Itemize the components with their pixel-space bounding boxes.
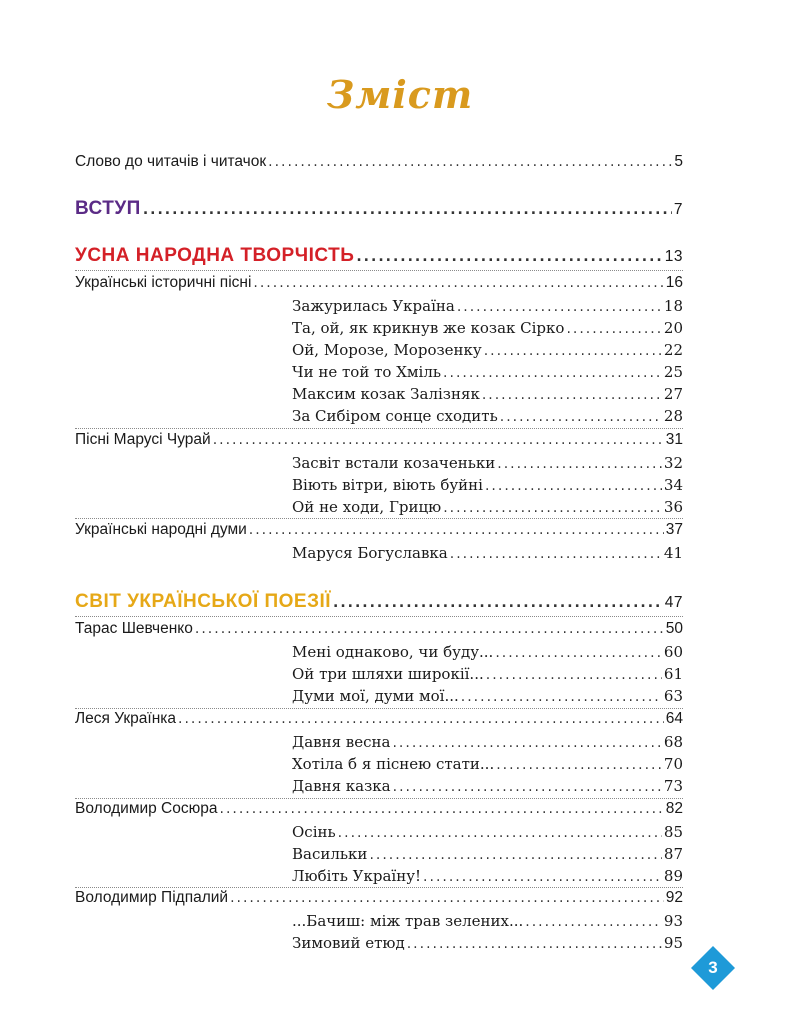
toc-entry-page: 31 <box>665 431 683 448</box>
leader-dots <box>500 409 662 425</box>
leader-dots <box>407 936 662 952</box>
toc-entry-page: 93 <box>663 912 683 930</box>
leader-dots <box>457 299 662 315</box>
toc-entry-page: 95 <box>663 934 683 952</box>
toc-entry-page: 34 <box>663 476 683 494</box>
toc-subentry[interactable] <box>292 755 683 773</box>
section-divider <box>75 708 683 709</box>
leader-dots <box>525 914 662 930</box>
toc-entry[interactable] <box>75 710 683 728</box>
leader-dots <box>484 343 662 359</box>
toc-subentry[interactable] <box>292 476 683 494</box>
toc-subentry-label: Засвіт встали козаченьки <box>292 454 496 472</box>
toc-entry-page: 5 <box>674 153 683 170</box>
leader-dots <box>423 869 662 885</box>
toc-subentry-label: Давня казка <box>292 777 391 795</box>
leader-dots <box>461 689 662 705</box>
toc-section-usna[interactable] <box>75 245 683 267</box>
toc-entry-page: 92 <box>665 889 683 906</box>
leader-dots <box>369 847 661 863</box>
toc-entry-page: 41 <box>663 544 683 562</box>
leader-dots <box>249 522 664 538</box>
toc-subentry[interactable] <box>292 544 683 562</box>
page-number: 3 <box>708 958 718 977</box>
toc-subentry[interactable] <box>292 297 683 315</box>
leader-dots <box>220 801 664 817</box>
toc-entry-page: 28 <box>663 407 683 425</box>
toc-entry-label: Володимир Сосюра <box>75 800 218 817</box>
toc-subentry[interactable] <box>292 912 683 930</box>
toc-subentry[interactable] <box>292 643 683 661</box>
leader-dots <box>268 154 672 170</box>
toc-entry-page: 63 <box>663 687 683 705</box>
toc-subentry-label: Чи не той то Хміль <box>292 363 442 381</box>
toc-entry-page: 60 <box>663 643 683 661</box>
toc-entry-label: Тарас Шевченко <box>75 620 193 637</box>
leader-dots <box>253 275 663 291</box>
leader-dots <box>450 546 662 562</box>
leader-dots <box>443 500 662 516</box>
toc-entry[interactable] <box>75 521 683 539</box>
leader-dots <box>143 202 672 218</box>
toc-subentry-label: Максим козак Залізняк <box>292 385 480 403</box>
toc-subentry-label: Маруся Богуславка <box>292 544 448 562</box>
toc-subentry-label: Ой, Морозе, Морозенку <box>292 341 482 359</box>
toc-entry-label: Українські народні думи <box>75 521 247 538</box>
toc-entry-page: 89 <box>663 867 683 885</box>
leader-dots <box>485 478 662 494</box>
section-divider <box>75 798 683 799</box>
toc-section-label: УСНА НАРОДНА ТВОРЧІСТЬ <box>75 245 355 266</box>
leader-dots <box>443 365 662 381</box>
toc-entry-page: 64 <box>665 710 683 727</box>
leader-dots <box>230 890 664 906</box>
leader-dots <box>392 735 661 751</box>
page-number-badge <box>690 945 736 991</box>
leader-dots <box>486 667 662 683</box>
toc-subentry[interactable] <box>292 385 683 403</box>
leader-dots <box>178 711 664 727</box>
toc-entry-page: 18 <box>663 297 683 315</box>
toc-subentry[interactable] <box>292 845 683 863</box>
toc-entry[interactable] <box>75 800 683 818</box>
leader-dots <box>482 387 662 403</box>
leader-dots <box>497 456 662 472</box>
leader-dots <box>356 249 662 265</box>
toc-entry-page: 13 <box>664 248 683 265</box>
toc-subentry[interactable] <box>292 777 683 795</box>
toc-entry-page: 25 <box>663 363 683 381</box>
toc-entry-label: Володимир Підпалий <box>75 889 229 906</box>
toc-subentry-label: ...Бачиш: між трав зелених... <box>292 912 524 930</box>
section-divider <box>75 270 683 271</box>
toc-subentry-label: Давня весна <box>292 733 391 751</box>
toc-entry-page: 70 <box>663 755 683 773</box>
section-divider <box>75 887 683 888</box>
leader-dots <box>338 825 662 841</box>
toc-entry-page: 27 <box>663 385 683 403</box>
toc-subentry[interactable] <box>292 498 683 516</box>
leader-dots <box>333 595 663 611</box>
toc-entry-label: Слово до читачів і читачок <box>75 153 267 170</box>
toc-subentry-label: Любіть Україну! <box>292 867 422 885</box>
toc-subentry-label: Зимовий етюд <box>292 934 405 952</box>
toc-subentry-label: Віють вітри, віють буйні <box>292 476 483 494</box>
toc-entry[interactable] <box>75 889 683 907</box>
toc-subentry[interactable] <box>292 823 683 841</box>
toc-section-label: ВСТУП <box>75 198 141 219</box>
toc-entry-label: Українські історичні пісні <box>75 274 252 291</box>
leader-dots <box>195 621 664 637</box>
toc-entry-label: Леся Українка <box>75 710 177 727</box>
leader-dots <box>213 432 664 448</box>
section-divider <box>75 518 683 519</box>
toc-subentry-label: Ой три шляхи широкії... <box>292 665 484 683</box>
leader-dots <box>495 645 662 661</box>
toc-subentry-label: Осінь <box>292 823 336 841</box>
toc-subentry-label: Мені однаково, чи буду... <box>292 643 494 661</box>
toc-subentry[interactable] <box>292 341 683 359</box>
toc-entry-page: 85 <box>663 823 683 841</box>
leader-dots <box>496 757 662 773</box>
toc-entry-page: 16 <box>665 274 683 291</box>
toc-entry-page: 73 <box>663 777 683 795</box>
toc-entry-page: 20 <box>663 319 683 337</box>
toc-entry-page: 87 <box>663 845 683 863</box>
toc-section-svit[interactable] <box>75 591 683 613</box>
toc-subentry[interactable] <box>292 407 683 425</box>
toc-subentry[interactable] <box>292 454 683 472</box>
toc-entry-page: 32 <box>663 454 683 472</box>
toc-entry[interactable] <box>75 620 683 638</box>
toc-entry-page: 36 <box>663 498 683 516</box>
toc-entry-page: 47 <box>664 594 683 611</box>
toc-subentry[interactable] <box>292 687 683 705</box>
toc-subentry[interactable] <box>292 319 683 337</box>
toc-subentry[interactable] <box>292 363 683 381</box>
section-divider <box>75 616 683 617</box>
toc-entry[interactable] <box>75 153 683 171</box>
toc-subentry[interactable] <box>292 733 683 751</box>
toc-subentry-label: Думи мої, думи мої... <box>292 687 459 705</box>
toc-entry[interactable] <box>75 274 683 292</box>
toc-subentry[interactable] <box>292 665 683 683</box>
toc-subentry-label: Та, ой, як крикнув же козак Сірко <box>292 319 565 337</box>
toc-section-label: СВІТ УКРАЇНСЬКОЇ ПОЕЗІЇ <box>75 591 332 612</box>
page-title: Зміст <box>326 72 474 117</box>
toc-subentry[interactable] <box>292 934 683 952</box>
section-divider <box>75 428 683 429</box>
toc-subentry[interactable] <box>292 867 683 885</box>
toc-entry[interactable] <box>75 431 683 449</box>
toc-entry-page: 68 <box>663 733 683 751</box>
leader-dots <box>393 779 662 795</box>
toc-section-vstup[interactable] <box>75 198 683 220</box>
toc-entry-page: 50 <box>665 620 683 637</box>
toc-entry-page: 7 <box>673 201 683 218</box>
toc-entry-label: Пісні Марусі Чурай <box>75 431 211 448</box>
toc-subentry-label: Васильки <box>292 845 368 863</box>
toc-entry-page: 61 <box>663 665 683 683</box>
toc-subentry-label: За Сибіром сонце сходить <box>292 407 498 425</box>
toc-subentry-label: Хотіла б я піснею стати... <box>292 755 495 773</box>
toc-subentry-label: Зажурилась Україна <box>292 297 455 315</box>
toc-entry-page: 22 <box>663 341 683 359</box>
toc-subentry-label: Ой не ходи, Грицю <box>292 498 442 516</box>
toc-entry-page: 37 <box>665 521 683 538</box>
toc-entry-page: 82 <box>665 800 683 817</box>
leader-dots <box>566 321 661 337</box>
